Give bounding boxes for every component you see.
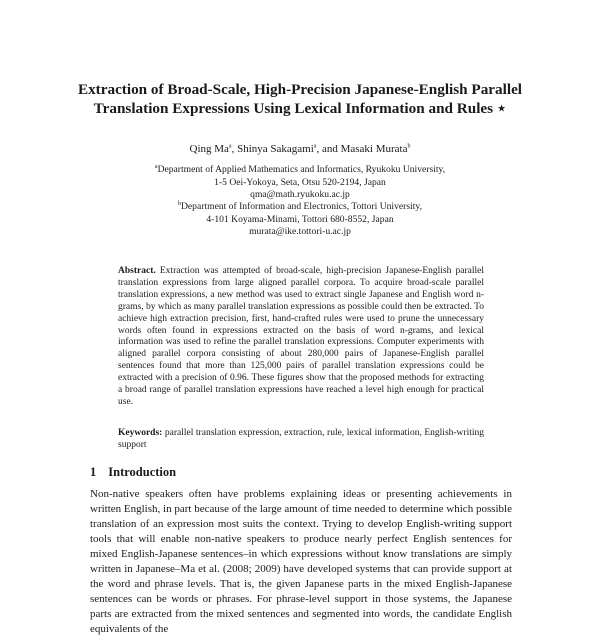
affiliation-b — [60, 201, 540, 239]
affiliation-email: qma@math.ryukoku.ac.jp — [250, 189, 350, 200]
section-number: 1 — [90, 465, 97, 479]
introduction-paragraph: Non-native speakers often have problems explaining ideas or presenting achievements in written English, in part because of the large amount of time needed to determine which possible translation of an expression most suits the context. Trying to develop English-writing support tools that will enable non-native speakers to produce nearly perfect English sentences for mixed English-Japanese sentences–in which expressions without know translations are simply written in Japanese–Ma et al. (2008; 2009) have developed systems that can provide support at the word and phrase levels. That is, the given Japanese parts in the mixed English-Japanese sentences can be words or phrases. For phrase-level support in those systems, the Japanese parts are extracted from the mixed sentences and segmented into words, the candidate English equivalents of the — [90, 488, 512, 635]
author-name: Masaki Murata — [340, 143, 408, 155]
author-list — [60, 143, 540, 155]
affiliation-department: Department of Information and Electronics, Tottori University, — [181, 201, 422, 212]
section-title: Introduction — [108, 465, 177, 479]
section-heading — [90, 465, 176, 480]
author-affiliation-mark: a — [313, 143, 317, 150]
affiliation-address: 1-5 Oei-Yokoya, Seta, Otsu 520-2194, Japan — [214, 176, 386, 188]
author-name: Shinya Sakagami — [237, 143, 314, 155]
affiliation-mark: b — [178, 200, 181, 207]
affiliation-email: murata@ike.tottori-u.ac.jp — [249, 226, 351, 237]
title-line-1: Extraction of Broad-Scale, High-Precision Japanese-English Parallel — [77, 81, 523, 98]
author-affiliation-mark: b — [407, 143, 411, 150]
keywords-label: Keywords: — [118, 428, 163, 438]
title-footnote-star: ⋆ — [496, 100, 507, 117]
title-line-2: Translation Expressions Using Lexical Information and Rules ⋆ — [93, 100, 507, 117]
keywords — [118, 428, 484, 452]
paper-title — [60, 80, 540, 118]
affiliation-address: 4-101 Koyama-Minami, Tottori 680-8552, Japan — [206, 213, 394, 225]
abstract-label: Abstract. — [118, 266, 156, 276]
affiliation-department: Department of Applied Mathematics and Informatics, Ryukoku University, — [157, 164, 446, 175]
author-name: Qing Ma — [189, 143, 229, 155]
keywords-text: parallel translation expression, extraction, rule, lexical information, English-writing support — [118, 428, 485, 450]
affiliation-a — [60, 164, 540, 202]
author-affiliation-mark: a — [228, 143, 232, 150]
author-separator: , — [231, 143, 238, 155]
affiliation-mark: a — [154, 163, 158, 170]
abstract — [118, 266, 484, 409]
author-separator: , and — [316, 143, 341, 155]
abstract-text: Extraction was attempted of broad-scale, high-precision Japanese-English parallel translation expressions from large aligned parallel corpora. To acquire broad-scale parallel translation expressions, a new method was used to extract single Japanese and English word n-grams, by which as many parallel translation expressions as possible could then be extracted. To achieve high extraction precision, first, hand-crafted rules were used to prune the unnecessary words often found in expressions extracted on the basis of word n-grams, and lexical information was used to refine the parallel translation expressions. Computer experiments with aligned parallel corpora consisting of about 280,000 pairs of Japanese-English parallel sentences found that more than 125,000 pairs of parallel translation expressions could be extracted with a precision of 0.96. These figures show that the proposed methods for extracting a broad range of parallel translation expressions have reached a level high enough for practical use. — [118, 266, 484, 407]
